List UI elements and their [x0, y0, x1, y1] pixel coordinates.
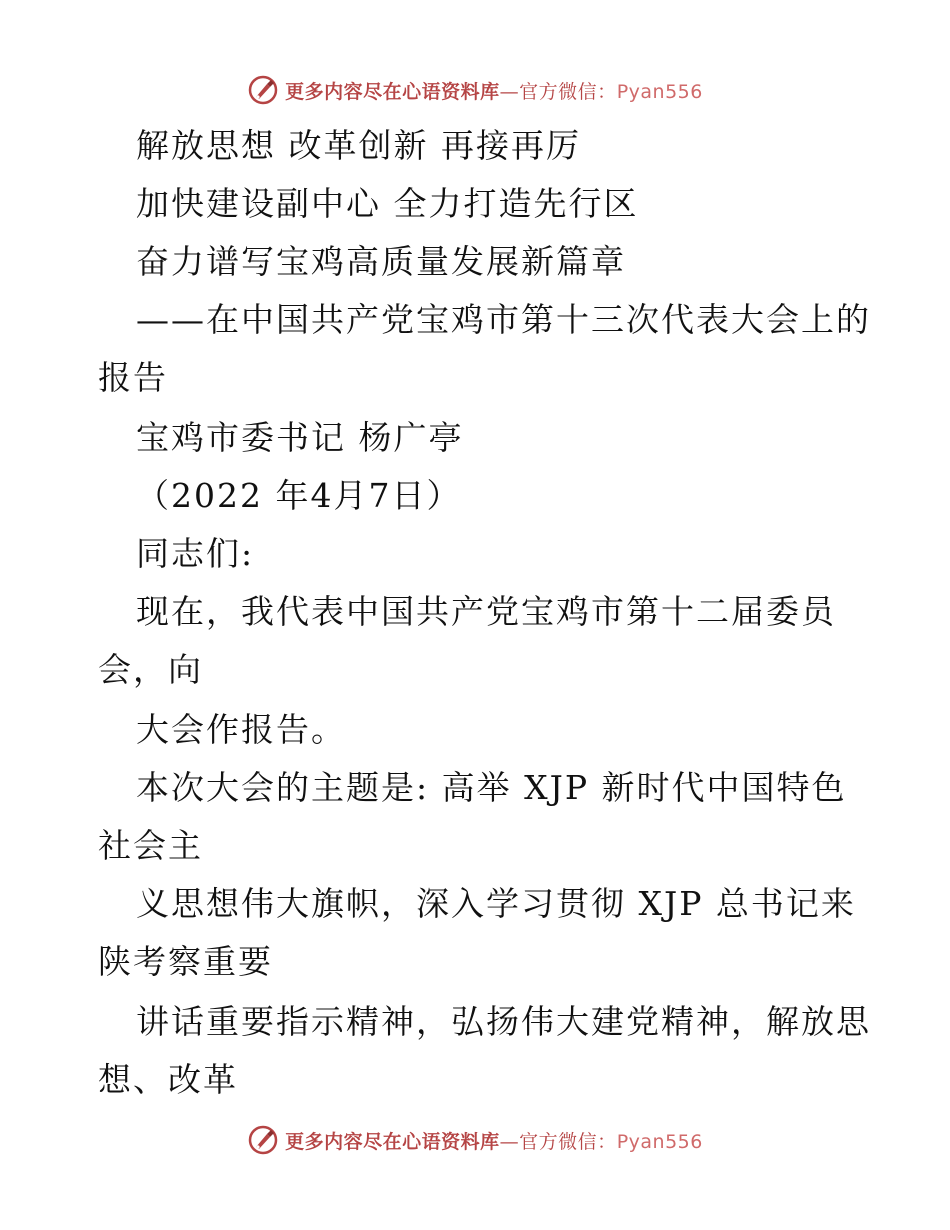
subtitle-line-cont: 报告 — [98, 358, 168, 397]
paragraph-line: 陕考察重要 — [98, 942, 273, 981]
paragraph-line: 大会作报告。 — [136, 710, 346, 749]
date-line: （2022 年4月7日） — [136, 476, 462, 515]
watermark-text: 更多内容尽在心语资料库—官方微信：Pyan556 — [285, 80, 703, 103]
watermark-top — [0, 70, 950, 110]
paragraph-line: 现在，我代表中国共产党宝鸡市第十二届委员 — [136, 592, 836, 631]
author-line: 宝鸡市委书记 杨广亭 — [136, 418, 464, 457]
salutation-line: 同志们: — [136, 534, 255, 573]
paragraph-line: 想、改革 — [98, 1060, 238, 1099]
subtitle-line: ——在中国共产党宝鸡市第十三次代表大会上的 — [136, 300, 871, 339]
pen-logo-icon — [247, 1124, 279, 1156]
title-line-1: 解放思想 改革创新 再接再厉 — [136, 126, 581, 165]
paragraph-line: 社会主 — [98, 826, 203, 865]
paragraph-line: 义思想伟大旗帜，深入学习贯彻 XJP 总书记来 — [136, 884, 856, 923]
watermark-bottom — [0, 1120, 950, 1160]
watermark-text: 更多内容尽在心语资料库—官方微信：Pyan556 — [285, 1130, 703, 1153]
paragraph-line: 会，向 — [98, 650, 203, 689]
paragraph-line: 本次大会的主题是: 高举 XJP 新时代中国特色 — [136, 768, 847, 807]
pen-logo-icon — [247, 74, 279, 106]
title-line-2: 加快建设副中心 全力打造先行区 — [136, 184, 639, 223]
title-line-3: 奋力谱写宝鸡高质量发展新篇章 — [136, 242, 626, 281]
paragraph-line: 讲话重要指示精神，弘扬伟大建党精神，解放思 — [136, 1002, 871, 1041]
